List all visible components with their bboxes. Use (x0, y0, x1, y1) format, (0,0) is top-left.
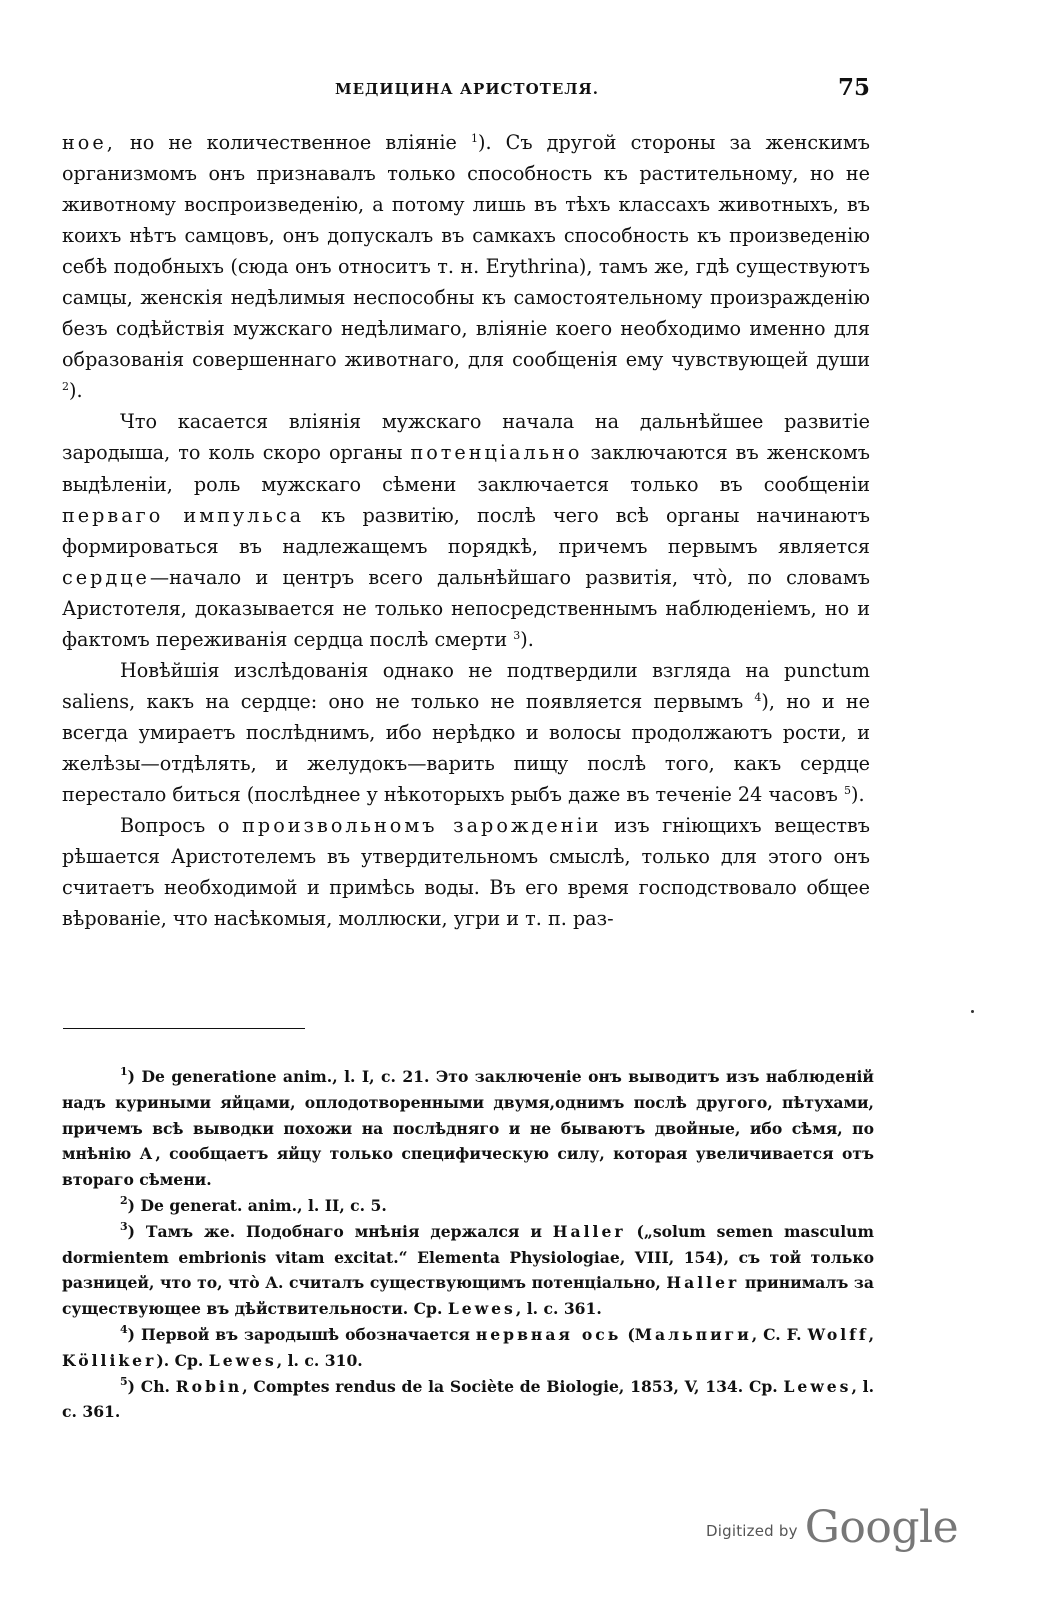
text-run: ), но и не всегда умираетъ послѣднимъ, ибо нерѣдко и волосы продолжаютъ рости, и желѣзы—отдѣлять, и желудокъ—варить пищу послѣ того, какъ сердце перестало биться (послѣднее у нѣкоторыхъ рыбъ даже въ теченiе 24 часовъ (62, 689, 870, 806)
text-run: ) Ch. (127, 1376, 176, 1396)
footnote-ref: 5 (843, 783, 851, 797)
text-run: ) De generat. anim., l. II, c. 5. (127, 1195, 387, 1215)
text-run: , l. c. 310. (276, 1350, 363, 1370)
spaced-emphasis: произвольномъ зарожденiи (242, 814, 602, 838)
spaced-emphasis: А (139, 1144, 156, 1164)
text-run: , l. c. 361. (62, 1376, 874, 1422)
text-run: ( (621, 1324, 635, 1344)
spaced-emphasis: Lewes (447, 1299, 516, 1319)
footnote-number: 4 (120, 1322, 128, 1336)
text-run: изъ гнiющихъ веществъ рѣшается Аристотелемъ въ утвердительномъ смыслѣ, только для этого онъ считаетъ необходимой и примѣсь воды. Въ его время господствовало общее вѣрованiе, что насѣкомыя, моллюски, угри и т. п. раз- (62, 814, 870, 931)
text-run: , Comptes rendus de la Sociète de Biologie, 1853, V, 134. Cp. (242, 1376, 784, 1396)
text-run: Что касается влiянiя мужскаго начала на дальнѣйшее развитiе зародыша, то коль скоро органы (62, 410, 870, 465)
text-run: ). (850, 782, 865, 806)
paragraph-2 (62, 406, 870, 654)
digitized-by-google-watermark (706, 1502, 958, 1553)
text-run: ). (69, 379, 83, 403)
text-run: Вопросъ о (120, 814, 243, 838)
text-run: ) De generatione anim., l. I, c. 21. Это заключенiе онъ выводитъ изъ наблюденiй надъ куриными яйцами, оплодотворенными двумя,однимъ послѣ другого, пѣтухами, причемъ всѣ выводки похожи на послѣдняго и не бываютъ двойные, ибо сѣмя, по мнѣнiю (62, 1067, 874, 1164)
text-run: („solum semen masculum dormientem embrionis vitam excitat.“ Elementa Physiologiae, VIII, 154), съ той только разницей, что то, что̀ А. считалъ существующимъ потенцiально, (62, 1221, 874, 1293)
text-run: , l. c. 361. (515, 1299, 602, 1319)
text-run: къ развитiю, послѣ чего всѣ органы начинаютъ формироваться въ надлежащемъ порядкѣ, причемъ первымъ является (62, 503, 870, 558)
text-run: ) Первой въ зародышѣ обозначается (127, 1324, 476, 1344)
google-logo: Google (804, 1502, 959, 1553)
paragraph-4 (62, 810, 870, 934)
text-run: но не количественное влiянiе (115, 131, 471, 154)
spaced-emphasis: перваго импульса (62, 503, 305, 527)
spaced-emphasis: Kölliker (62, 1350, 157, 1370)
text-run: , (868, 1324, 874, 1344)
text-run: заключаются въ женскомъ выдѣленiи, роль мужскаго сѣмени заключается только въ сообщенiи (62, 441, 870, 496)
main-text (62, 127, 870, 934)
text-run: ). Ср. (156, 1350, 209, 1370)
spaced-emphasis: сердце (62, 565, 150, 589)
spaced-word: ное, (62, 131, 116, 154)
text-run: ). (520, 627, 534, 651)
spaced-emphasis: Wolff (807, 1324, 869, 1344)
paragraph-3 (62, 655, 870, 810)
text-run: , сообщаетъ яйцу только специфическую силу, которая увеличивается отъ втораго сѣмени. (62, 1144, 874, 1190)
spaced-emphasis: Haller (666, 1273, 740, 1293)
footnote-1 (62, 1064, 874, 1193)
footnote-ref: 1 (470, 132, 478, 145)
text-run: ). Съ другой стороны за женскимъ организмомъ онъ признавалъ только способность къ растительному, но не животному воспроизведенiю, а потому лишь въ тѣхъ классахъ животныхъ, въ коихъ нѣтъ самцовъ, онъ допускалъ въ самкахъ способность къ произведенiю себѣ подобныхъ (сюда онъ относитъ т. н. Erythrina), тамъ же, гдѣ существуютъ самцы, женскiя недѣлимыя неспособны къ самостоятельному произражденiю безъ содѣйствiя мужскаго недѣлимаго, влiянiе коего необходимо именно для образованiя совершеннаго животнаго, для сообщенiя ему чувствующей души (62, 131, 870, 372)
spaced-emphasis: Robin (175, 1376, 243, 1396)
paragraph-1 (62, 127, 870, 406)
spaced-emphasis: Lewes (208, 1350, 277, 1370)
footnote-number: 2 (120, 1193, 128, 1207)
text-run: ) Тамъ же. Подобнаго мнѣнiя держался и (127, 1221, 553, 1241)
footnote-number: 5 (120, 1374, 128, 1388)
digitized-label: Digitized by (706, 1522, 798, 1540)
footnote-number: 3 (120, 1219, 128, 1233)
spaced-emphasis: Haller (552, 1221, 626, 1241)
running-title: МЕДИЦИНА АРИСТОТЕЛЯ. (335, 80, 599, 98)
spaced-emphasis: потенцiально (410, 441, 583, 465)
footnotes (62, 1064, 874, 1425)
footnote-number: 1 (120, 1065, 128, 1078)
footnote-3 (62, 1219, 874, 1322)
text-run: принималъ за существующее въ дѣйствительности. Ср. (62, 1273, 874, 1319)
footnote-5 (62, 1374, 874, 1426)
footnote-separator (63, 1028, 305, 1029)
text-run: —начало и центръ всего дальнѣйшаго развитiя, что̀, по словамъ Аристотеля, доказывается не только непосредственнымъ наблюденiемъ, но и фактомъ переживанiя сердца послѣ смерти (62, 565, 870, 651)
text-run: , C. F. (751, 1324, 808, 1344)
scan-speck (971, 1010, 974, 1013)
text-run: Новѣйшiя изслѣдованiя однако не подтвердили взгляда на punctum saliens, какъ на сердце: оно не только не появляется первымъ (62, 658, 870, 713)
spaced-emphasis: Lewes (783, 1376, 852, 1396)
footnote-ref: 3 (513, 628, 521, 642)
footnote-4 (62, 1322, 874, 1374)
footnote-ref: 2 (62, 380, 69, 394)
page-number: 75 (837, 74, 870, 101)
spaced-emphasis: Мальпиги (634, 1324, 752, 1344)
spaced-emphasis: нервная ось (475, 1324, 622, 1344)
footnote-ref: 4 (754, 690, 762, 704)
footnote-2 (62, 1193, 874, 1219)
page-header (62, 76, 872, 106)
